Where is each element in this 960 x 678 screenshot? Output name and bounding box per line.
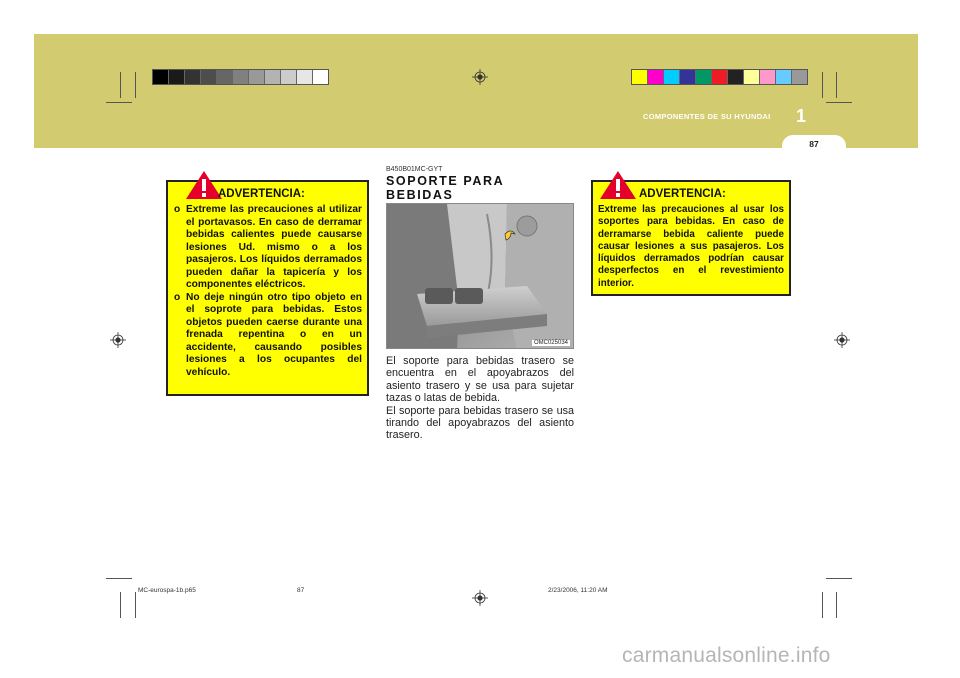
- color-swatch: [664, 70, 680, 84]
- section-label: COMPONENTES DE SU HYUNDAI: [643, 112, 771, 121]
- color-swatch: [249, 70, 265, 84]
- body-paragraph: El soporte para bebidas trasero se encuentra en el apoyabrazos del asiento trasero y se usa para sujetar tazas o latas de bebida.: [386, 355, 574, 405]
- color-swatch: [281, 70, 297, 84]
- watermark: carmanualsonline.info: [622, 644, 831, 667]
- image-code: OMC025034: [533, 340, 568, 346]
- rear-armrest-illustration: [387, 204, 574, 349]
- color-swatch: [792, 70, 807, 84]
- warning-item: [174, 204, 362, 292]
- bullet: o: [174, 291, 181, 303]
- armrest-photo: [386, 203, 574, 349]
- color-swatch: [313, 70, 328, 84]
- color-swatch: [265, 70, 281, 84]
- color-swatch: [712, 70, 728, 84]
- warning-title: ADVERTENCIA:: [639, 188, 726, 200]
- section-title-line1: SOPORTE PARA BEBIDAS: [386, 174, 504, 202]
- crop-mark: [826, 578, 852, 579]
- registration-mark-icon: [834, 332, 850, 348]
- warning-box-left: [166, 180, 369, 396]
- crop-mark: [135, 592, 136, 618]
- warning-list: [174, 204, 362, 379]
- color-swatch: [185, 70, 201, 84]
- color-swatch: [680, 70, 696, 84]
- color-swatch: [728, 70, 744, 84]
- warning-box-right: [591, 180, 791, 296]
- registration-mark-icon: [472, 590, 488, 606]
- bullet: o: [174, 204, 181, 215]
- header-band: [34, 34, 918, 148]
- crop-mark: [826, 102, 852, 103]
- crop-mark: [135, 72, 136, 98]
- crop-mark: [120, 592, 121, 618]
- footer-date: 2/23/2006, 11:20 AM: [548, 587, 608, 594]
- warning-item-text: No deje ningún otro tipo objeto en el soprote para bebidas. Estos objetos pueden caerse durante una frenada repentina o en un accidente, causando posibles lesiones a los ocupantes del vehículo.: [186, 291, 362, 378]
- color-swatch: [169, 70, 185, 84]
- warning-item: [174, 292, 362, 380]
- color-swatch: [217, 70, 233, 84]
- color-swatch-bar: [631, 69, 808, 85]
- crop-mark: [822, 72, 823, 98]
- color-swatch: [632, 70, 648, 84]
- warning-title: ADVERTENCIA:: [218, 188, 305, 200]
- page-number: 87: [782, 135, 846, 157]
- color-swatch: [696, 70, 712, 84]
- warning-item-text: Extreme las precauciones al utilizar el portavasos. En caso de derramar bebidas calientes puede causarse lesiones Ud. mismo o a los pasajeros. Los líquidos derramados pueden dañar la tapicería y los componentes eléctricos.: [186, 204, 362, 290]
- registration-mark-icon: [110, 332, 126, 348]
- body-paragraph: El soporte para bebidas trasero se usa tirando del apoyabrazos del asiento trasero.: [386, 404, 574, 442]
- color-swatch: [233, 70, 249, 84]
- color-swatch: [297, 70, 313, 84]
- warning-triangle-icon: [599, 170, 637, 200]
- crop-mark: [106, 102, 132, 103]
- color-swatch: [760, 70, 776, 84]
- section-code: B450B01MC-GYT: [386, 166, 443, 173]
- warning-text: Extreme las precauciones al usar los soportes para bebidas. En caso de derramarse bebida caliente puede causar lesiones a sus pasajeros. Los líquidos derramados podrían causar desperfectos en el revestimiento interior.: [598, 204, 784, 289]
- footer-filename: MC-eurospa-1b.p65: [138, 587, 196, 594]
- color-swatch: [648, 70, 664, 84]
- color-swatch: [153, 70, 169, 84]
- footer-page: 87: [297, 587, 305, 594]
- body-text: [386, 355, 574, 442]
- crop-mark: [836, 592, 837, 618]
- grayscale-swatch-bar: [152, 69, 329, 85]
- chapter-number: 1: [796, 106, 807, 126]
- crop-mark: [836, 72, 837, 98]
- crop-mark: [106, 578, 132, 579]
- registration-mark-icon: [472, 69, 488, 85]
- crop-mark: [822, 592, 823, 618]
- color-swatch: [201, 70, 217, 84]
- color-swatch: [744, 70, 760, 84]
- crop-mark: [120, 72, 121, 98]
- color-swatch: [776, 70, 792, 84]
